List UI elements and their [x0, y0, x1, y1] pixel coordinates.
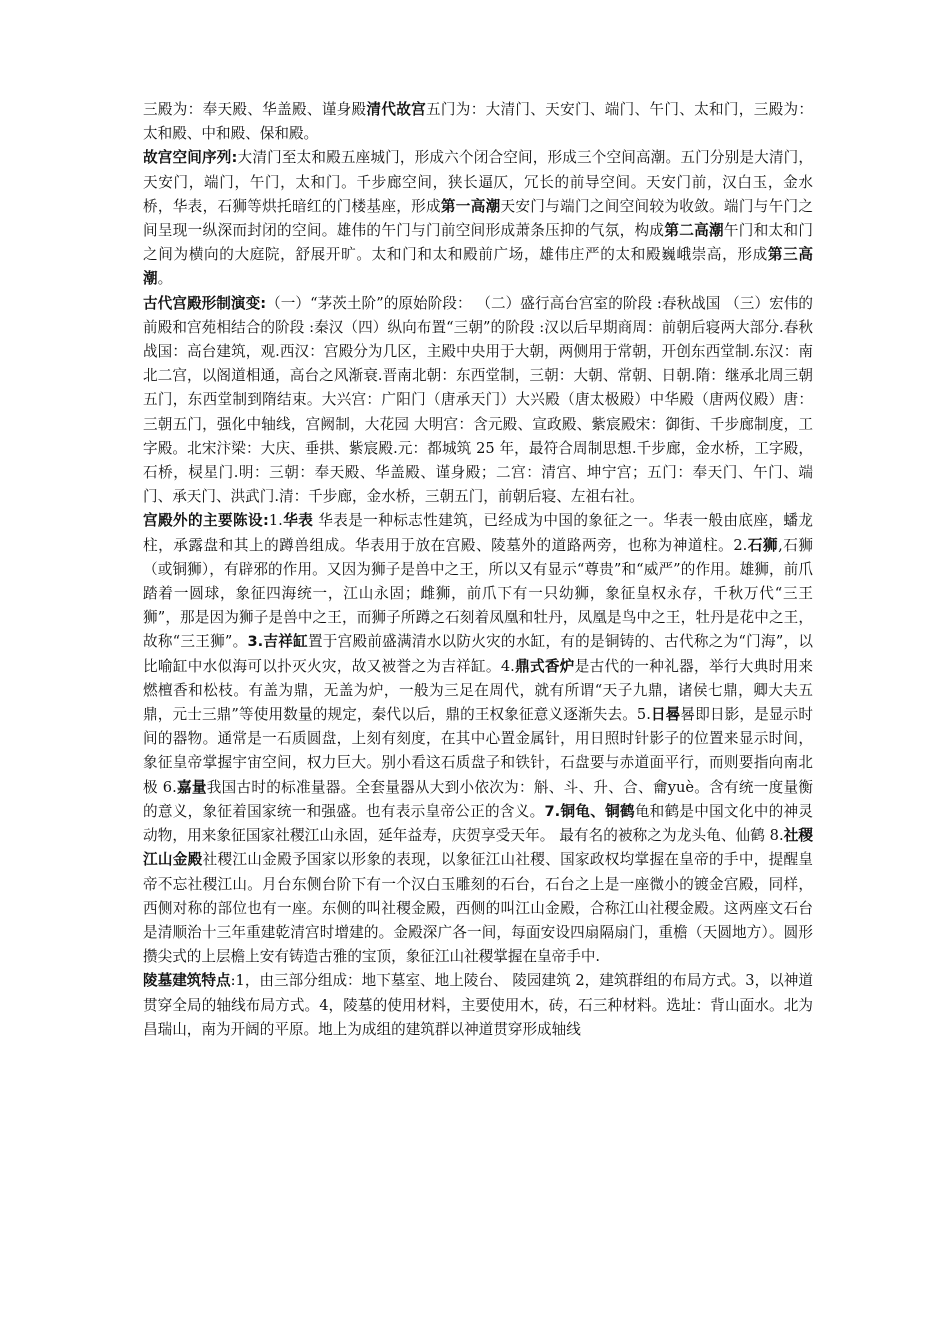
bold-term: 鼎式香炉 [514, 657, 575, 675]
paragraph-spatial-sequence [143, 146, 813, 291]
bold-term: 第一高潮 [440, 197, 501, 215]
text-run: 1. [268, 512, 283, 530]
bold-term: 第三高潮 [143, 246, 813, 288]
bold-term: 石狮 [747, 536, 779, 554]
text-run: （一）“茅茨土阶”的原始阶段： （二）盛行高台宫室的阶段 :春秋战国 （三）宏伟的前殿和宫苑相结合的阶段 :秦汉（四）纵向布置“三朝”的阶段 :汉以后早期商周：前朝后寝两大部分.春秋战国：高台建筑，观.西汉：宫殿分为几区，主殿中央用于大朝，两侧用于常朝，开创东西堂制.东汉：南北二宫，以阁道相通，高台之风渐衰.晋南北朝：东西堂制，三朝：大朝、常朝、日朝.隋：继承北周三朝五门，东西堂制到隋结束。大兴宫：广阳门（唐承天门）大兴殿（唐太极殿）中华殿（唐两仪殿）唐：三朝五门，强化中轴线，宫阙制，大花园 大明宫：含元殿、宣政殿、紫宸殿宋：御街、千步廊制度，工字殿。北宋汴梁：大庆、垂拱、紫宸殿.元：都城筑 25 年，最符合周制思想.千步廊，金水桥，工字殿，石桥，棂星门.明：三朝：奉天殿、华盖殿、谨身殿；二宫：清宫、坤宁宫；五门：奉天门、午门、端门、承天门、洪武门.清：千步廊，金水桥，三朝五门，前朝后寝、左祖右社。 [143, 294, 813, 506]
text-run: 午门和太和门之间为横向的大庭院，舒展开旷。太和门和太和殿前广场，雄伟庄严的太和殿巍峨崇高，形成 [143, 222, 813, 264]
paragraph-palace-evolution [143, 292, 813, 510]
paragraph-palace-furnishings [143, 509, 813, 969]
text-run: 是古代的一种礼器，举行大典时用来燃檀香和松枝。有盖为鼎，无盖为炉，一般为三足在周代，就有所谓“天子九鼎，诸侯七鼎，卿大夫五鼎，元士三鼎”等使用数量的规定，秦代以后，鼎的王权象征意义逐渐失去。5. [143, 657, 813, 724]
section-heading: 故宫空间序列: [143, 149, 238, 167]
bold-term: 嘉量 [176, 778, 207, 796]
text-run: :1，由三部分组成：地下墓室、地上陵台、 陵园建筑 2，建筑群组的布局方式。3，以神道贯穿全局的轴线布局方式。4，陵墓的使用材料，主要使用木，砖，石三种材料。选址：背山面水。北为昌瑞山，南为开阔的平原。地上为成组的建筑群以神道贯穿形成轴线 [143, 972, 813, 1038]
text-run: 。 [157, 270, 173, 288]
bold-term: 社稷江山金殿 [143, 827, 813, 869]
bold-term: 3.吉祥缸 [247, 633, 308, 651]
text-run: 我国古时的标准量器。全套量器从大到小依次为：斛、斗、升、合、龠yuè。含有统一度量衡的意义，象征着国家统一和强盛。也有表示皇帝公正的含义。 [143, 778, 813, 820]
bold-term: 日晷 [650, 706, 681, 724]
section-heading: 陵墓建筑特点 [143, 972, 231, 990]
text-run: ,石狮（或铜狮），有辟邪的作用。又因为狮子是兽中之王，所以又有显示“尊贵”和“威严”的作用。雄狮，前爪踏着一圆球，象征四海统一，江山永固；雌狮，前爪下有一只幼狮，象征皇权永存，千秋万代“三王狮”，那是因为狮子是兽中之王，而狮子所蹲之石刻着凤凰和牡丹，凤凰是鸟中之王，牡丹是花中之王，故称“三王狮”。 [143, 536, 813, 651]
text-run: 天安门与端门之间空间较为收敛。端门与午门之间呈现一纵深而封闭的空间。雄伟的午门与门前空间形成萧条压抑的气氛，构成 [143, 197, 813, 240]
bold-term: 第二高潮 [664, 222, 724, 240]
paragraph-palace-gates [143, 98, 813, 146]
document-page [143, 98, 813, 1042]
text-run: 晷即日影，是显示时间的器物。通常是一石质圆盘，上刻有刻度，在其中心置金属针，用日照时针影子的位置来显示时间，象征皇帝掌握宇宙空间，权力巨大。别小看这石质盘子和铁针，石盘要与赤道面平行，而则要指向南北极 6. [143, 706, 813, 796]
text-run: 龟和鹤是中国文化中的神灵动物，用来象征国家社稷江山永固，延年益寿，庆贺享受天年。 最有名的被称之为龙头龟、仙鹤 8. [143, 802, 813, 845]
text-run: 三殿为：奉天殿、华盖殿、谨身殿 [143, 101, 367, 118]
text-run: 置于宫殿前盛满清水以防火灾的水缸，有的是铜铸的、古代称之为“门海”，以比喻缸中水似海可以扑灭火灾，故又被誉之为吉祥缸。4. [143, 633, 813, 675]
bold-term: 清代故宫 [366, 101, 427, 118]
bold-term: 华表 [282, 512, 314, 530]
bold-term: 7.铜龟、铜鹤 [544, 802, 635, 820]
text-run: 大清门至太和殿五座城门，形成六个闭合空间，形成三个空间高潮。五门分别是大清门，天安门，端门，午门，太和门。千步廊空间，狭长逼仄，冗长的前导空间。天安门前，汉白玉，金水桥，华表，石狮等烘托暗红的门楼基座，形成 [143, 149, 813, 215]
section-heading: 宫殿外的主要陈设: [143, 512, 269, 530]
section-heading: 古代宫殿形制演变: [143, 294, 267, 312]
text-run: 华表是一种标志性建筑，已经成为中国的象征之一。华表一般由底座，蟠龙柱，承露盘和其上的蹲兽组成。华表用于放在宫殿、陵墓外的道路两旁，也称为神道柱。2. [143, 512, 813, 554]
paragraph-mausoleum-features [143, 969, 813, 1042]
text-run: 社稷江山金殿予国家以形象的表现，以象征江山社稷、国家政权均掌握在皇帝的手中，提醒皇帝不忘社稷江山。月台东侧台阶下有一个汉白玉雕刻的石台，石台之上是一座微小的镀金宫殿，同样，西侧对称的部位也有一座。东侧的叫社稷金殿，西侧的叫江山金殿，合称江山社稷金殿。这两座文石台是清顺治十三年重建乾清宫时增建的。金殿深广各一间，每面安设四扇隔扇门，重檐（天圆地方）。圆形攒尖式的上层檐上安有铸造古雅的宝顶，象征江山社稷掌握在皇帝手中. [143, 851, 813, 966]
text-run: 五门为：大清门、天安门、端门、午门、太和门，三殿为：太和殿、中和殿、保和殿。 [143, 101, 813, 143]
